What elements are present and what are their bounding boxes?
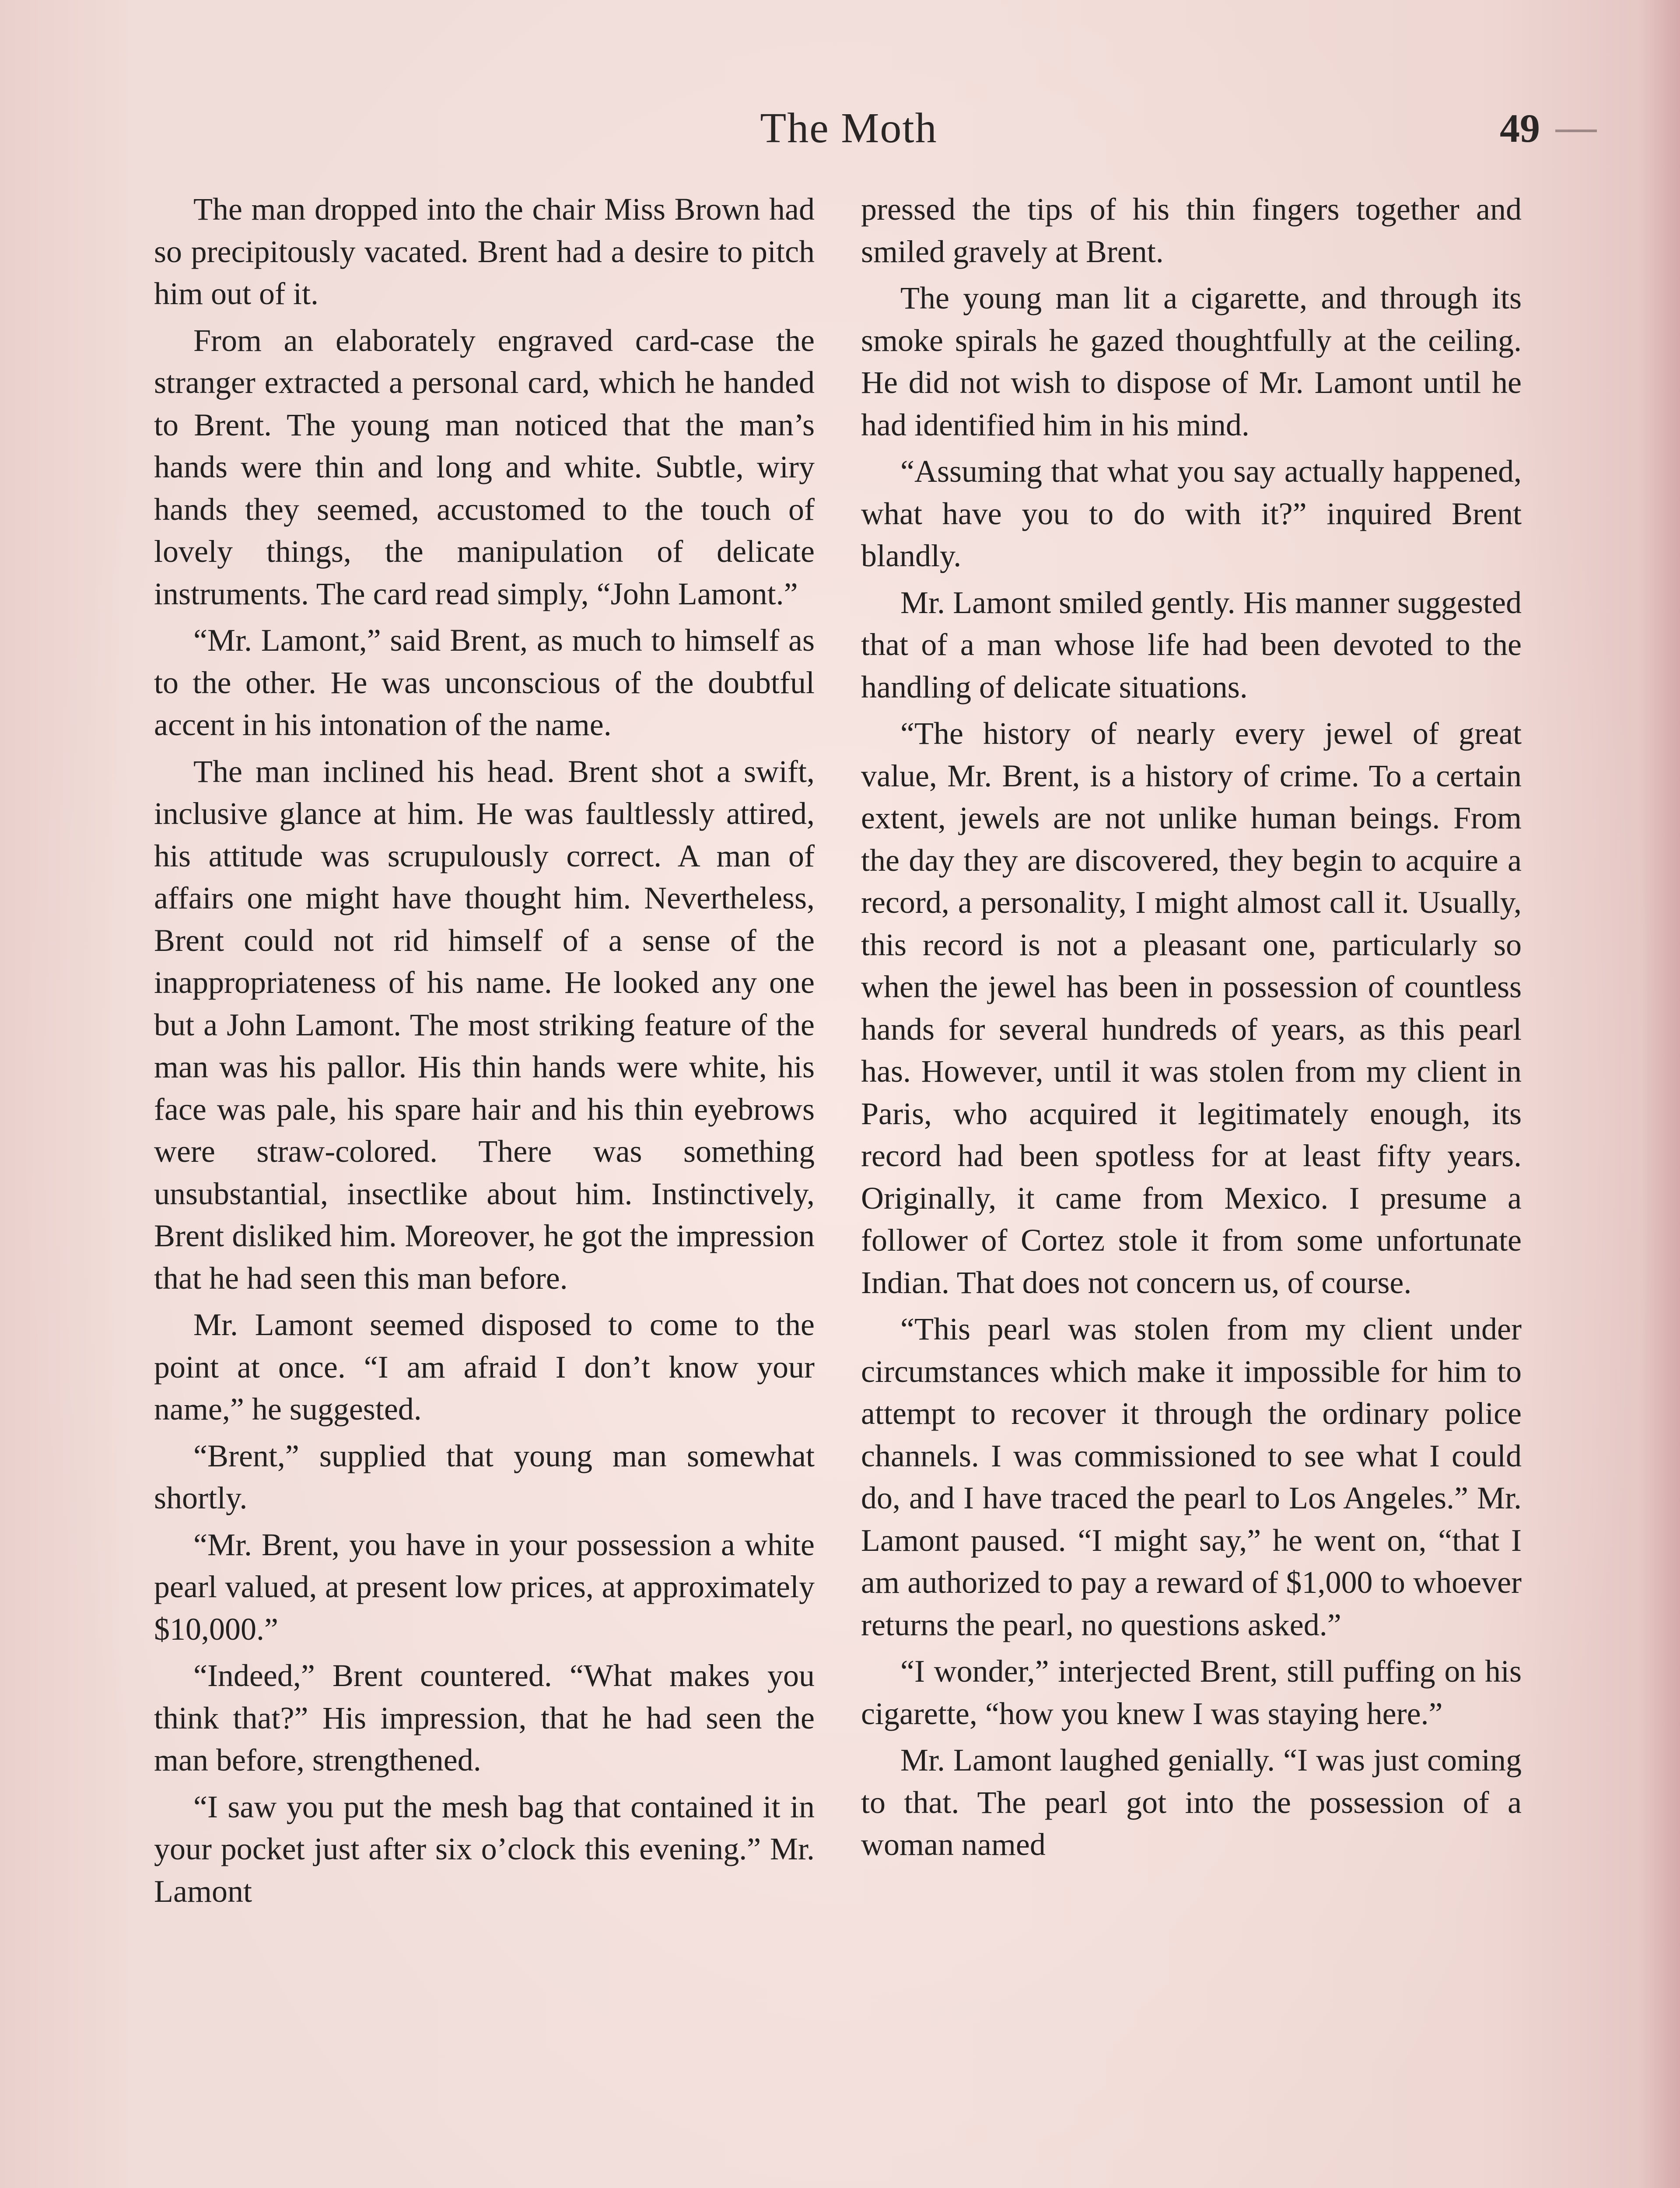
page-number: 49 xyxy=(1500,106,1540,151)
paragraph: “The history of nearly every jewel of great value, Mr. Brent, is a history of crime. To a certain extent, jewels are not unlike human beings. From the day they are discovered, they begin to acquire a record, a personality, I might almost call it. Usually, this record is not a pleasant one, particularly so when the jewel has been in possession of countless hands for several hundreds of years, as this pearl has. However, until it was stolen from my client in Paris, who acquired it legitimately enough, its record had been spotless for at least fifty years. Originally, it came from Mexico. I presume a follower of Cortez stole it from some unfortunate Indian. That does not concern us, of course. xyxy=(861,716,1522,1300)
paragraph: “Mr. Lamont,” said Brent, as much to himself as to the other. He was unconscious of the doubtful accent in his intonation of the name. xyxy=(154,623,815,742)
running-head-title: The Moth xyxy=(760,105,938,152)
paragraph: “Brent,” supplied that young man somewhat shortly. xyxy=(154,1438,815,1515)
paragraph: “Mr. Brent, you have in your possession a white pearl valued, at present low prices, at approximately $10,000.” xyxy=(154,1527,815,1647)
page-number-dash xyxy=(1555,130,1597,132)
page-edge-shadow xyxy=(1641,0,1680,2188)
paragraph: “Assuming that what you say actually happened, what have you to do with it?” inquired Brent blandly. xyxy=(861,454,1522,573)
paragraph: Mr. Lamont smiled gently. His manner suggested that of a man whose life had been devoted to the handling of delicate situations. xyxy=(861,585,1522,705)
paragraph: From an elaborately engraved card-case the stranger extracted a personal card, which he handed to Brent. The young man noticed that the man’s hands were thin and long and white. Subtle, wiry hands they seemed, accustomed to the touch of lovely things, the manipulation of delicate instruments. The card read simply, “John Lamont.” xyxy=(154,323,815,611)
paragraph: “I wonder,” interjected Brent, still puffing on his cigarette, “how you knew I was staying here.” xyxy=(861,1654,1522,1731)
paragraph: “This pearl was stolen from my client under circumstances which make it impossible for him to attempt to recover it through the ordinary police channels. I was commissioned to see what I could do, and I have traced the pearl to Los Angeles.” Mr. Lamont paused. “I might say,” he went on, “that I am authorized to pay a reward of $1,000 to whoever returns the pearl, no questions asked.” xyxy=(861,1311,1522,1642)
right-column xyxy=(861,188,1522,1866)
paragraph: The young man lit a cigarette, and through its smoke spirals he gazed thoughtfully at the ceiling. He did not wish to dispose of Mr. Lamont until he had identified him in his mind. xyxy=(861,281,1522,442)
paragraph-continuation: pressed the tips of his thin fingers together and smiled gravely at Brent. xyxy=(861,192,1522,269)
paragraph: “Indeed,” Brent countered. “What makes you think that?” His impression, that he had seen the man before, strengthened. xyxy=(154,1658,815,1778)
paragraph: “I saw you put the mesh bag that contained it in your pocket just after six o’clock this evening.” Mr. Lamont xyxy=(154,1789,815,1909)
paragraph: Mr. Lamont laughed genially. “I was just coming to that. The pearl got into the possession of a woman named xyxy=(861,1743,1522,1862)
left-column xyxy=(154,188,815,1912)
paragraph: The man inclined his head. Brent shot a swift, inclusive glance at him. He was faultlessly attired, his attitude was scrupulously correct. A man of affairs one might have thought him. Nevertheless, Brent could not rid himself of a sense of the inappropriateness of his name. He looked any one but a John Lamont. The most striking feature of the man was his pallor. His thin hands were white, his face was pale, his spare hair and his thin eyebrows were straw-colored. There was something unsubstantial, insectlike about him. Instinctively, Brent disliked him. Moreover, he got the impression that he had seen this man before. xyxy=(154,754,815,1296)
paragraph: Mr. Lamont seemed disposed to come to the point at once. “I am afraid I don’t know your name,” he suggested. xyxy=(154,1307,815,1427)
paragraph: The man dropped into the chair Miss Brown had so precipitously vacated. Brent had a desire to pitch him out of it. xyxy=(154,192,815,311)
